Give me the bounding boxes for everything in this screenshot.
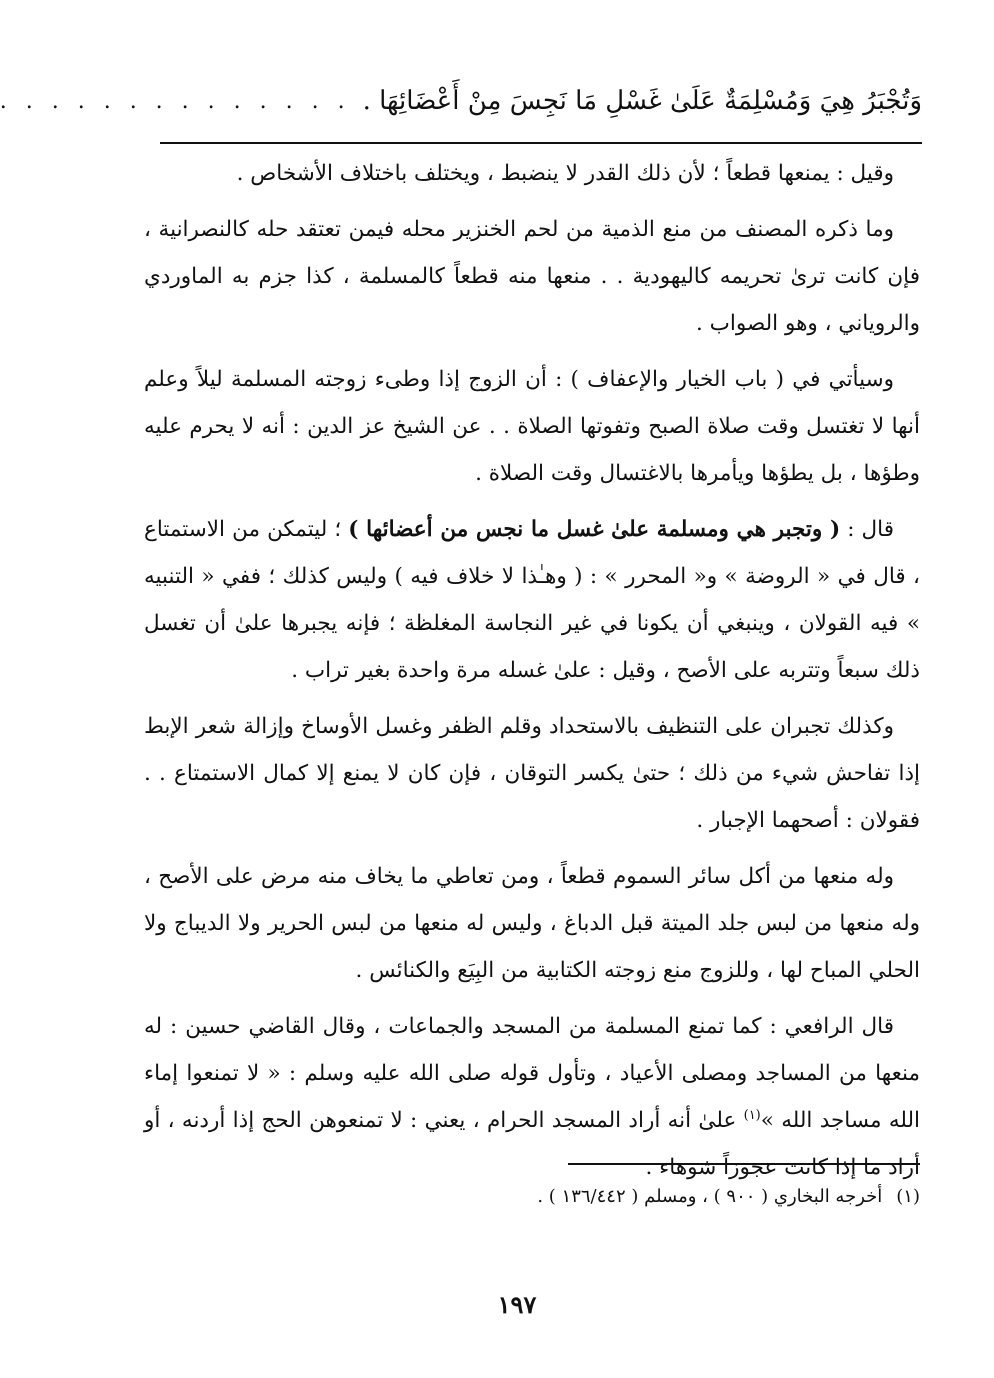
paragraph-4 <box>144 506 920 694</box>
running-header <box>0 74 922 128</box>
paragraph-7-part-a: قال الرافعي : كما تمنع المسلمة من المسجد والجماعات ، وقال القاضي حسين : له منعها من المساجد ومصلى الأعياد ، وتأول قوله صلى الله عليه وسلم : « لا تمنعوا إماء الله مساجد الله » <box>144 1014 920 1133</box>
footnote-text: أخرجه البخاري ( ٩٠٠ ) ، ومسلم ( ١٣٦/٤٤٢ ) . <box>537 1186 883 1207</box>
paragraph-6: وله منعها من أكل سائر السموم قطعاً ، ومن تعاطي ما يخاف منه مرض على الأصح ، وله منعها من لبس جلد الميتة قبل الدباغ ، وليس له منعها من لبس الحرير ولا الديباج ولا الحلي المباح لها ، وللزوج منع زوجته الكتابية من البِيَع والكنائس . <box>144 864 920 983</box>
paragraph-4-prefix: قال : <box>840 517 894 542</box>
quoted-matn: ( وتجبر هي ومسلمة علىٰ غسل ما نجس من أعضائها ) <box>348 517 841 542</box>
running-header-dots: . . . . . . . . . . . . . . <box>0 88 351 114</box>
footnote-marker[interactable]: (١) <box>743 1107 761 1123</box>
paragraph-3: وسيأتي في ( باب الخيار والإعفاف ) : أن الزوج إذا وطىء زوجته المسلمة ليلاً وعلم أنها لا تغتسل وقت صلاة الصبح وتفوتها الصلاة . . عن الشيخ عز الدين : أنه لا يحرم عليه وطؤها ، بل يطؤها ويأمرها بالاغتسال وقت الصلاة . <box>144 367 920 486</box>
footnote-number: (١) <box>896 1186 920 1207</box>
paragraph-2: وما ذكره المصنف من منع الذمية من لحم الخنزير محله فيمن تعتقد حله كالنصرانية ، فإن كانت ترىٰ تحريمه كاليهودية . . منعها منه قطعاً كالمسلمة ، كذا جزم به الماوردي والروياني ، وهو الصواب . <box>144 217 920 336</box>
footnote-divider <box>568 1163 920 1165</box>
paragraph-5: وكذلك تجبران على التنظيف بالاستحداد وقلم الظفر وغسل الأوساخ وإزالة شعر الإبط إذا تفاحش شيء من ذلك ؛ حتىٰ يكسر التوقان ، فإن كان لا يمنع إلا كمال الاستمتاع . . فقولان : أصحهما الإجبار . <box>144 714 920 833</box>
paragraph-1: وقيل : يمنعها قطعاً ؛ لأن ذلك القدر لا ينضبط ، ويختلف باختلاف الأشخاص . <box>236 161 894 186</box>
running-header-title: وَتُجْبَرُ هِيَ وَمُسْلِمَةٌ عَلَىٰ غَسْلِ مَا نَجِسَ مِنْ أَعْضَائِهَا . <box>362 86 922 116</box>
paragraph-7-part-b: علىٰ أنه أراد المسجد الحرام ، يعني : لا تمنعوهن الحج إذا أردنه ، أو أراد ما إذا كانت عجوزاً شوهاء . <box>144 1108 920 1180</box>
header-divider <box>160 142 922 144</box>
footnote <box>144 1183 920 1211</box>
page-number: ١٩٧ <box>497 1290 537 1319</box>
paragraph-4-commentary: ؛ ليتمكن من الاستمتاع ، قال في « الروضة » و« المحرر » : ( وهـٰذا لا خلاف فيه ) وليس كذلك ؛ ففي « التنبيه » فيه القولان ، وينبغي أن يكونا في غير النجاسة المغلظة ؛ فإنه يجبرها علىٰ أن تغسل ذلك سبعاً وتتربه على الأصح ، وقيل : علىٰ غسله مرة واحدة بغير تراب . <box>144 517 920 683</box>
main-text <box>144 150 920 1200</box>
